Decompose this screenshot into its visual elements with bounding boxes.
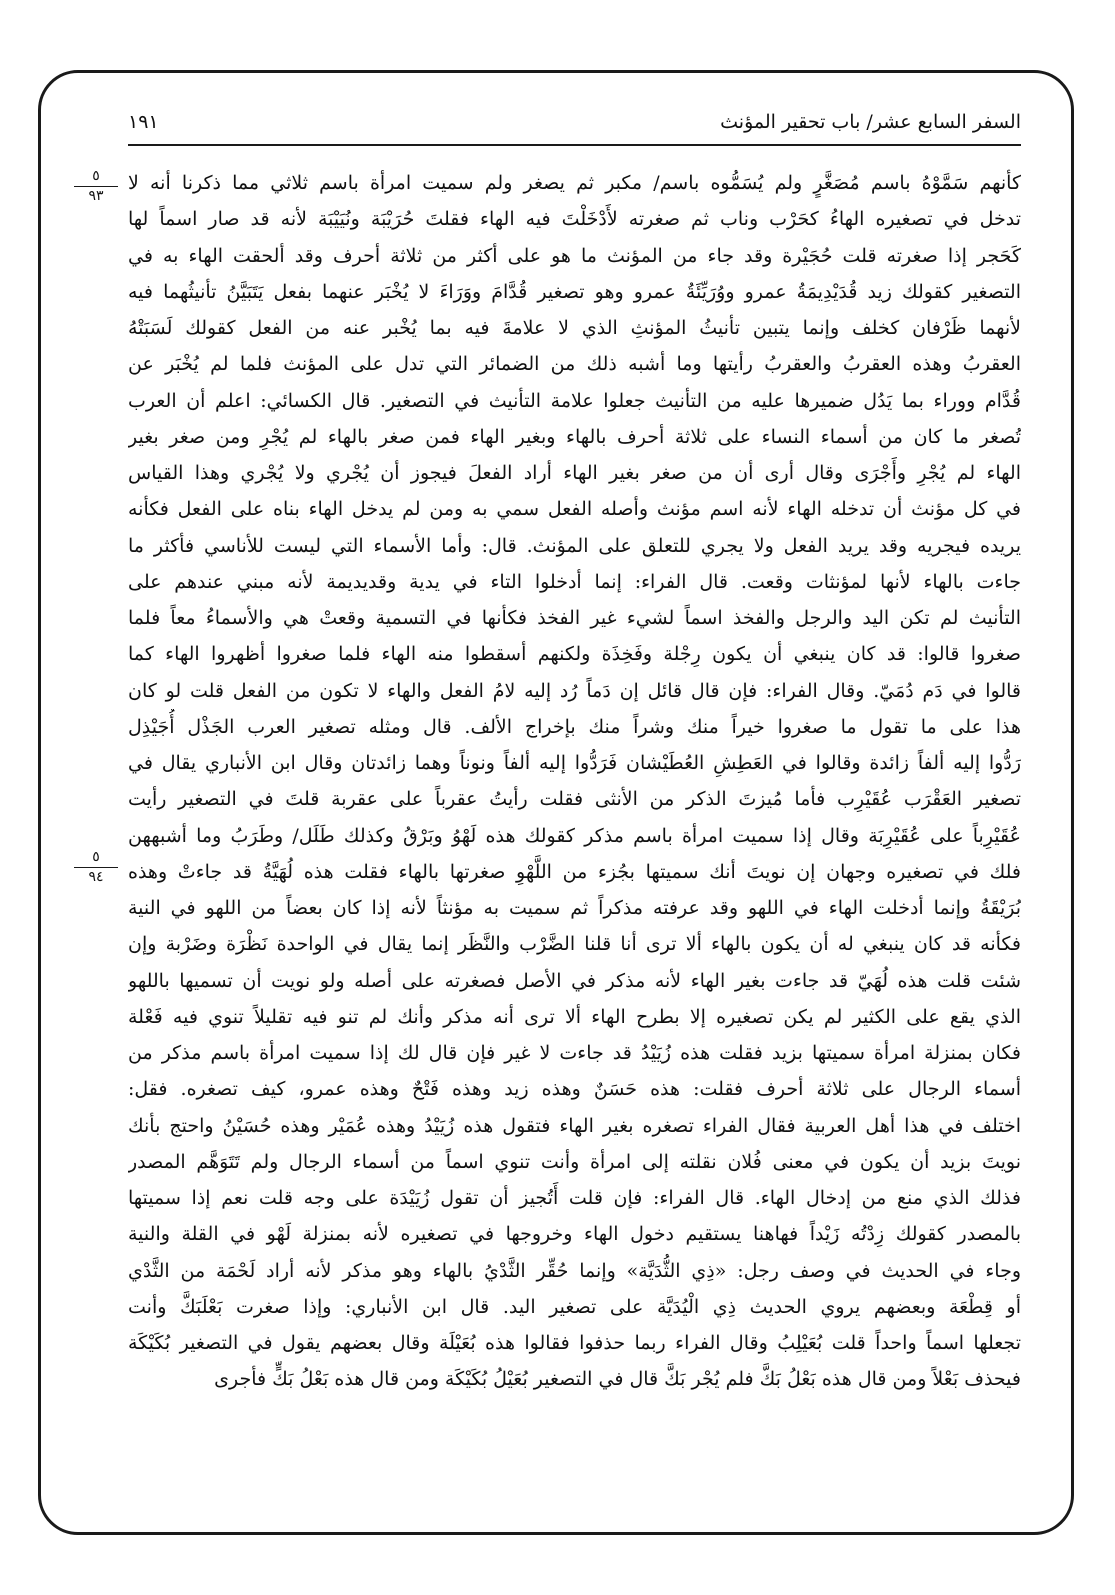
text-line: أسماء الرجال على ثلاثة أحرف فقلت: هذه حَسَنٌ وهذه زيد وهذه فَتْحٌ وهذه عمرو، كيف تصغره. فقل: [128,1078,1021,1101]
text-line: بُرَيْقَةُ وإنما أدخلت الهاء في اللهو وقد عرفته مذكراً ثم سميت به مؤنثاً لأنه إذا كان بعضاً من اللهو في النية [128,897,1021,919]
text-line: قُدَّام ووراء بما يَدُل ضميرها عليه من التأنيث جعلوا علامة التأنيث في التصغير. قال الكسائي: اعلم أن العرب [128,389,1021,412]
text-line: فكان بمنزلة امرأة سميتها بزيد فقلت هذه زُيَيْدُ قد جاءت لا غير فإن قال لك إذا سميت امرأة باسم مذكر من [128,1042,1021,1064]
text-line: كأنهم سَمَّوْهُ باسم مُصَغَّرٍ ولم يُسَمُّوه باسم/ مكبر ثم يصغر ولم سميت امرأة باسم ثلاثي مما ذكرنا أنه لا [128,172,1021,194]
text-line: بالمصدر كقولك زِدْتُه زَيْداً فهاهنا يستقيم دخول الهاء وخروجها في تصغيره لأنه بمنزلة لَهْو في القلة والنية [128,1223,1021,1246]
text-line: التصغير كقولك زيد قُدَيْدِيمَةُ عمرو ووُرَيِّئَةُ عمرو وهو تصغير قُدَّامَ ووَرَاءَ لا يُخْبَر عنهما بفعل يَتَبَيَّنُ تأنيثُهما فيه [128,280,1021,303]
text-line: أو قِطْعَة وبعضهم يروي الحديث ذِي الْيُدَيَّة على تصغير اليد. قال ابن الأنباري: وإذا صغرت بَعْلَبَكَّ وأنت [128,1295,1021,1318]
text-line: فلك في تصغيره وجهان إن نويتَ أنك سميتها بجُزء من اللَّهْوِ صغرتها بالهاء فقلت هذه لُهَيَّةُ قد جاءتْ وهذه [128,860,1021,883]
text-line: شئت قلت هذه لُهَيّ قد جاءت بغير الهاء لأنه مذكر في الأصل فصغرته على أصله ولو نويت أن تسميها باللهو [128,969,1021,992]
text-line: صغروا قالوا: قد كان ينبغي أن يكون رِجْلة وفَخِذَة ولكنهم أسقطوا منه الهاء فلما صغروا أظهروا الهاء كما [128,643,1021,666]
margin-ref-folio: ٩٣ [88,188,104,204]
text-line: جاءت بالهاء لأنها لمؤنثات وقعت. قال الفراء: إنما أدخلوا التاء في يدية وقديديمة لأنه مبني عندهم على [128,570,1021,593]
text-line: تدخل في تصغيره الهاءُ كحَرْب وناب ثم صغرته لأَدْخَلْتَ فيه الهاء فقلتَ حُرَيْبَة ونُيَيْبَة لأنه قد صار اسماً لها [128,208,1021,231]
text-line: الهاء لم يُجْرِ وأَجْرَى وقال أرى أن من صغر بغير الهاء أراد الفعلَ فيجوز أن يُجْري ولا يُجْري وهذا القياس [128,462,1021,484]
margin-ref-volume: ٥ [74,849,118,868]
main-text [128,165,1021,1398]
text-line: لأنهما ظَرْفان كخلف وإنما يتبين تأنيثُ المؤنثِ الذي لا علامةَ فيه بما يُخْبر عنه من الفعل كقولك لَسَبَتْهُ [128,317,1021,339]
text-line: كَحَجر إذا صغرته قلت حُجَيْرة وقد جاء من المؤنث ما هو على أكثر من ثلاثة أحرف وقد ألحقت الهاء به في [128,244,1021,267]
text-line: تجعلها اسماً واحداً قلت بُعَيْلِبُ وقال الفراء ربما حذفوا فقالوا هذه بُعَيْلَة وقال بعضهم يقول في التصغير بُكَيْكَة [128,1332,1021,1354]
running-header [128,100,1021,146]
margin-ref-volume: ٥ [74,168,118,187]
text-line: فكأنه قد كان ينبغي له أن يكون بالهاء ألا ترى أنا قلنا الضَّرْب والنَّظَر إنما يقال في الواحدة نَظْرَة وضَرْبة وإن [128,933,1021,956]
text-line: تصغير العَقْرَب عُقَيْرِب فأما مُيزتَ الذكر من الأنثى فقلت رأيتُ عقرباً على عقربة قلتَ في التصغير رأيت [128,788,1021,811]
text-line: وجاء في الحديث في وصف رجل: «ذِي الثُّدَيَّة» وإنما حُقِّر الثَّدْيُ بالهاء وهو مذكر لأنه أراد لَحْمَة من الثَّدْي [128,1259,1021,1282]
text-line: رَدُّوا إليه ألفاً زائدة وقالوا في العَطِشِ العُطَيْشان فَرَدُّوا إليه ألفاً ونوناً وهما زائدتان وقال ابن الأنباري يقال في [128,752,1021,774]
text-line: نويتَ بزيد أن يكون في معنى فُلان نقلته إلى امرأة وأنت تنوي اسماً من أسماء الرجال ولم تَتَوَهَّم المصدر [128,1150,1021,1173]
text-line: اختلف في هذا أهل العربية فقال الفراء تصغره بغير الهاء فتقول هذه زُيَيْدُ وهذه عُمَيْر وهذه حُسَيْنُ واحتج بأنك [128,1114,1021,1137]
text-line: يريده فيجريه وقد يريد الفعل ولا يجري للتعلق على المؤنث. قال: وأما الأسماء التي ليست للأناسي فأكثر ما [128,534,1021,557]
text-line: تُصغر ما كان من أسماء النساء على ثلاثة أحرف بالهاء وبغير الهاء فمن صغر بالهاء لم يُجْرِ ومن صغر بغير [128,425,1021,448]
margin-reference-1 [74,168,118,205]
text-line: فذلك الذي منع من إدخال الهاء. قال الفراء: فإن قلت أَتُجيز أن تقول زُيَيْدَة على وجه قلت نعم إذا سميتها [128,1187,1021,1209]
page-number: ١٩١ [128,111,159,133]
margin-reference-2 [74,849,118,886]
margin-ref-folio: ٩٤ [88,869,104,885]
text-line: عُقَيْرِباً على عُقَيْرِبَة وقال إذا سميت امرأة باسم مذكر كقولك هذه لَهْوُ وبَرْقُ وكذلك طَلَل/ وطَرَبُ وما أشبههن [128,824,1021,847]
text-line: العقربُ وهذه العقربُ والعقربُ رأيتها وما أشبه ذلك من الضمائر التي تدل على المؤنث فلما لم يُخْبَر عن [128,353,1021,376]
text-line: التأنيث لم تكن اليد والرجل والفخذ اسماً لشيء غير الفخذ فكأنها في التسمية وقعتْ هي والأسماءُ معاً فلما [128,607,1021,629]
text-line: هذا على ما تقول ما صغروا خيراً منك وشراً منك بإخراج الألف. قال ومثله تصغير العرب الجَذْل أُجَيْذِل [128,715,1021,738]
text-line: فيحذف بَعْلاً ومن قال هذه بَعْلُ بَكَّ فلم يُجْر بَكَّ قال في التصغير بُعَيْلُ بُكَيْكَة ومن قال هذه بَعْلُ بَكٍّ فأجرى [214,1368,1021,1391]
text-line: قالوا في دَم دُمَيّ. وقال الفراء: فإن قال قائل إن دَماً رُد إليه لامُ الفعل والهاء لا تكون من الفعل قلت لو كان [128,679,1021,702]
text-line: في كل مؤنث أن تدخله الهاء لأنه اسم مؤنث وأصله الفعل سمي به ومن لم يدخل الهاء بناه على الفعل فكأنه [128,498,1021,521]
chapter-title: السفر السابع عشر/ باب تحقير المؤنث [720,111,1021,133]
text-line: الذي يقع على الكثير لم يكن تصغيره إلا بطرح الهاء ألا ترى أنه مذكر وأنك لم تنو فيه تقليلاً تنوي فيه فَعْلة [128,1005,1021,1028]
